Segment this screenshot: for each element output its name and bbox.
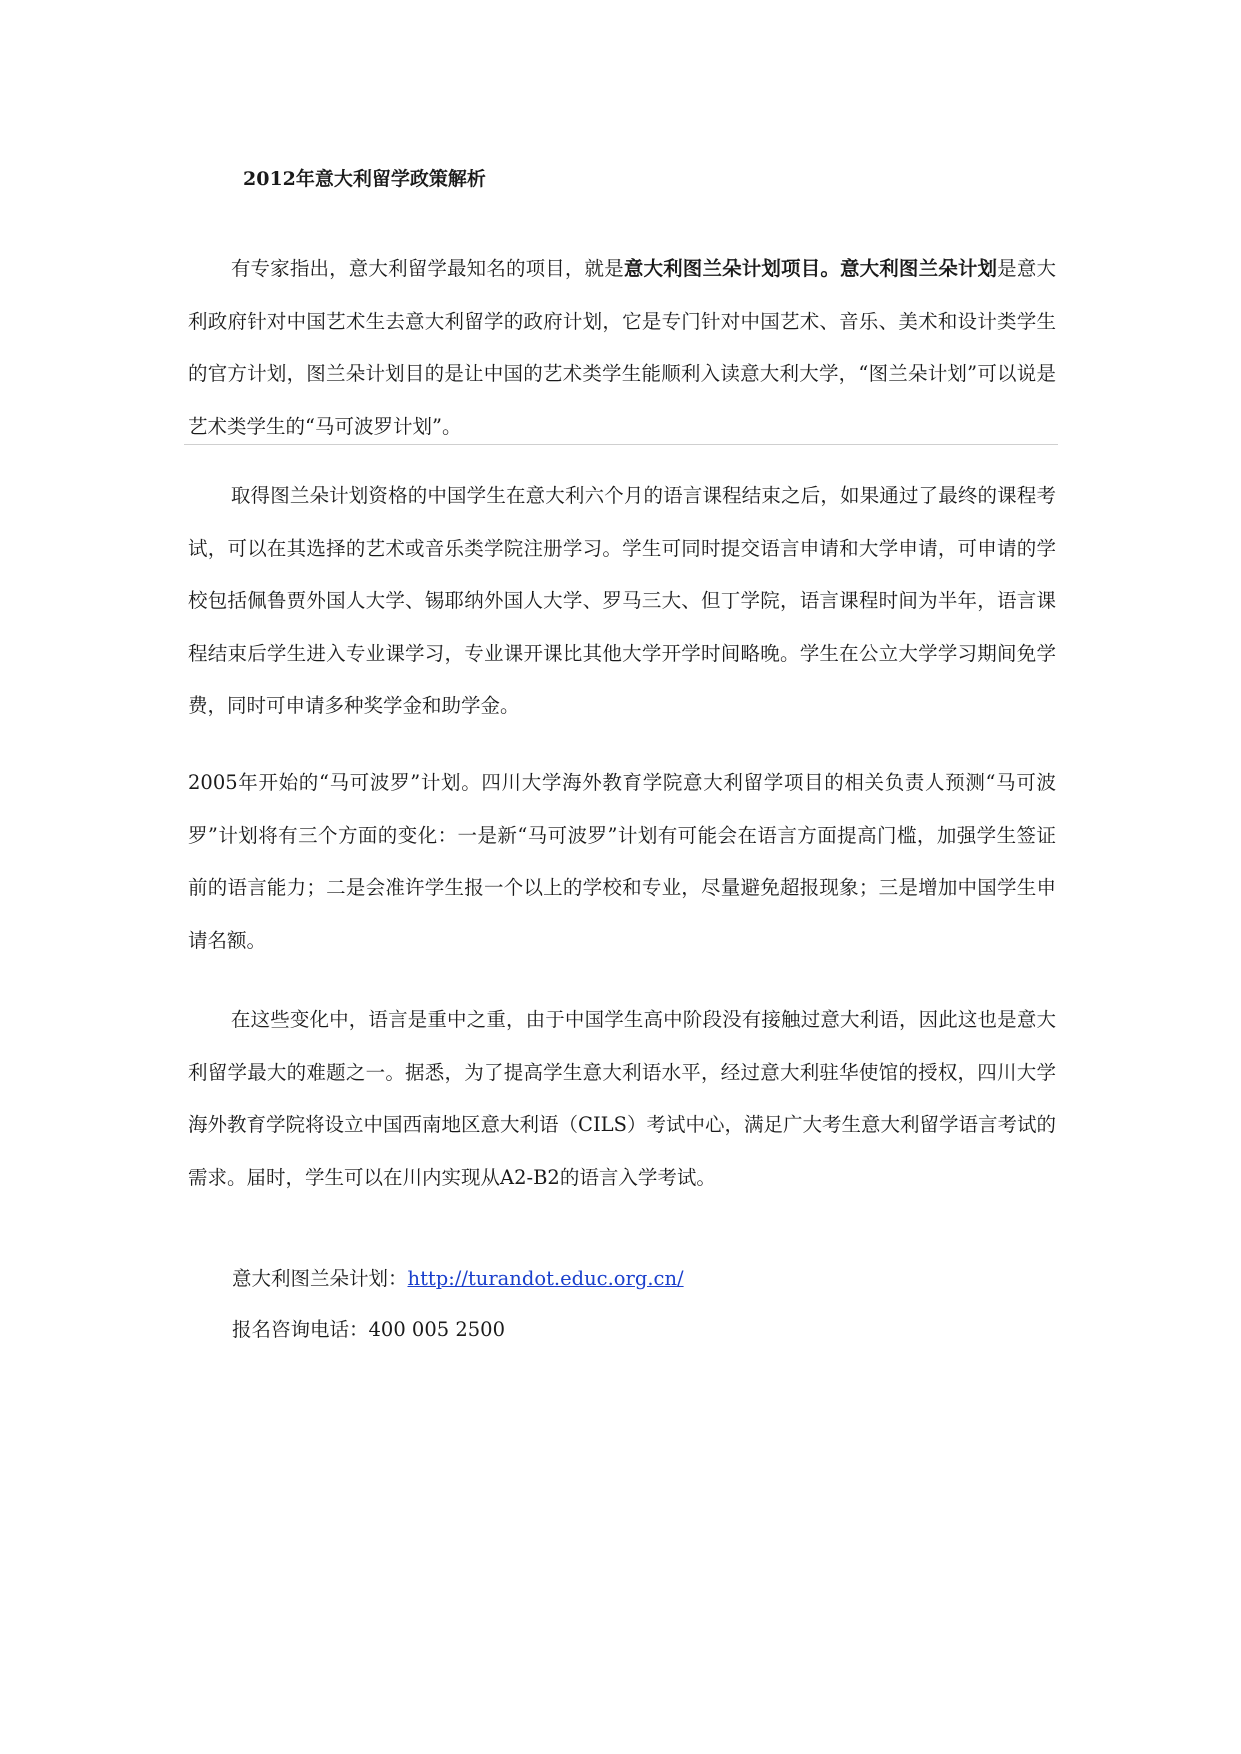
- intro-lead-text: 有专家指出，意大利留学最知名的项目，就是: [230, 257, 624, 280]
- intro-paragraph: [188, 243, 1056, 453]
- intro-rest-text: 是意大利政府针对中国艺术生去意大利留学的政府计划，它是专门针对中国艺术、音乐、美术和设计类学生的官方计划，图兰朵计划目的是让中国的艺术类学生能顺利入读意大利大学，“图兰朵计划”可以说是艺术类学生的“马可波罗计划”。: [188, 257, 1056, 438]
- page-title: 2012年意大利留学政策解析: [243, 168, 486, 190]
- marco-polo-paragraph: 2005年开始的“马可波罗”计划。四川大学海外教育学院意大利留学项目的相关负责人预测“马可波罗”计划将有三个方面的变化：一是新“马可波罗”计划有可能会在语言方面提高门槛，加强学生签证前的语言能力；二是会准许学生报一个以上的学校和专业，尽量避免超报现象；三是增加中国学生申请名额。: [188, 771, 1056, 952]
- phone-line: [232, 1317, 505, 1343]
- phone-label: 报名咨询电话：: [232, 1318, 369, 1341]
- eligibility-paragraph: 取得图兰朵计划资格的中国学生在意大利六个月的语言课程结束之后，如果通过了最终的课程考试，可以在其选择的艺术或音乐类学院注册学习。学生可同时提交语言申请和大学申请，可申请的学校包括佩鲁贾外国人大学、锡耶纳外国人大学、罗马三大、但丁学院，语言课程时间为半年，语言课程结束后学生进入专业课学习，专业课开课比其他大学开学时间略晚。学生在公立大学学习期间免学费，同时可申请多种奖学金和助学金。: [188, 484, 1056, 717]
- language-paragraph: 在这些变化中，语言是重中之重，由于中国学生高中阶段没有接触过意大利语，因此这也是意大利留学最大的难题之一。据悉，为了提高学生意大利语水平，经过意大利驻华使馆的授权，四川大学海外教育学院将设立中国西南地区意大利语（CILS）考试中心，满足广大考生意大利留学语言考试的需求。届时，学生可以在川内实现从A2-B2的语言入学考试。: [188, 1008, 1056, 1189]
- program-link-label: 意大利图兰朵计划：: [232, 1267, 408, 1290]
- section-divider: [184, 444, 1058, 445]
- program-website-link[interactable]: http://turandot.educ.org.cn/: [407, 1267, 684, 1290]
- program-link-line: [232, 1266, 684, 1292]
- phone-number: 400 005 2500: [368, 1318, 505, 1341]
- program-highlight: 意大利图兰朵计划项目。意大利图兰朵计划: [623, 257, 998, 280]
